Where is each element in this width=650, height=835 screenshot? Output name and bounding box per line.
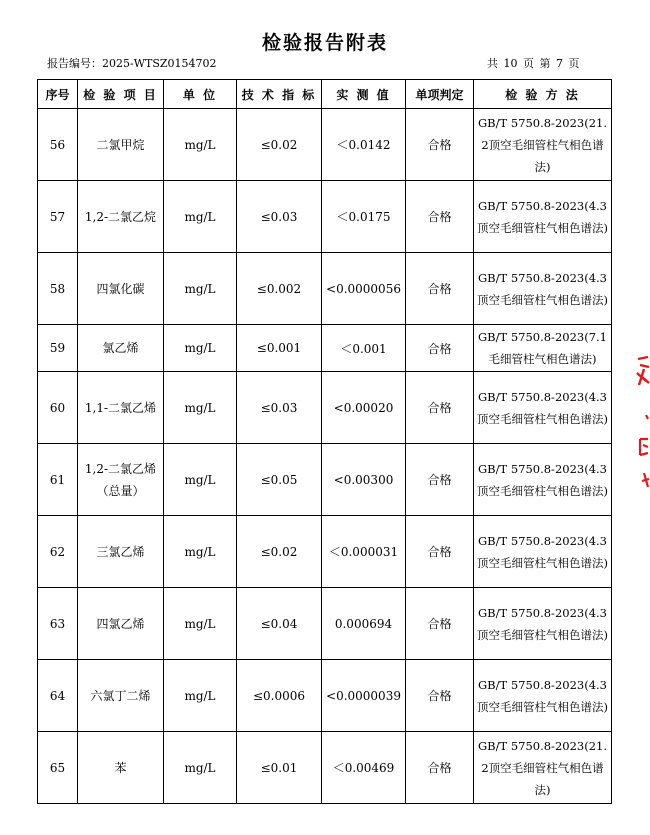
cell-item: 1,1-二氯乙烯 (78, 372, 164, 444)
cell-value: <0.00300 (322, 444, 406, 516)
cell-method: GB/T 5750.8-2023(4.3顶空毛细管柱气相色谱法) (474, 516, 612, 588)
cell-unit: mg/L (164, 181, 237, 253)
page-indicator: 共 10 页 第 7 页 (487, 57, 580, 70)
cell-no: 65 (38, 732, 78, 804)
cell-unit: mg/L (164, 325, 237, 372)
header-unit: 单 位 (164, 80, 237, 109)
table-row (38, 181, 612, 253)
cell-value: ＜0.0142 (322, 109, 406, 181)
cell-unit: mg/L (164, 372, 237, 444)
header-method: 检 验 方 法 (474, 80, 612, 109)
cell-limit: ≤0.02 (237, 516, 322, 588)
table-row (38, 444, 612, 516)
table-row (38, 516, 612, 588)
cell-item: 1,2-二氯乙烷 (78, 181, 164, 253)
header-value: 实 测 值 (322, 80, 406, 109)
header-result: 单项判定 (406, 80, 474, 109)
cell-no: 63 (38, 588, 78, 660)
cell-method: GB/T 5750.8-2023(4.3顶空毛细管柱气相色谱法) (474, 444, 612, 516)
cell-limit: ≤0.03 (237, 181, 322, 253)
cell-method: GB/T 5750.8-2023(4.3顶空毛细管柱气相色谱法) (474, 181, 612, 253)
header-item: 检 验 项 目 (78, 80, 164, 109)
cell-no: 62 (38, 516, 78, 588)
cell-limit: ≤0.03 (237, 372, 322, 444)
cell-no: 59 (38, 325, 78, 372)
cell-limit: ≤0.02 (237, 109, 322, 181)
cell-item: 1,2-二氯乙烯（总量） (78, 444, 164, 516)
header-seq: 序号 (38, 80, 78, 109)
cell-limit: ≤0.0006 (237, 660, 322, 732)
cell-no: 60 (38, 372, 78, 444)
cell-method: GB/T 5750.8-2023(4.3顶空毛细管柱气相色谱法) (474, 660, 612, 732)
cell-value: <0.0000056 (322, 253, 406, 325)
table-row (38, 660, 612, 732)
cell-method: GB/T 5750.8-2023(21.2顶空毛细管柱气相色谱法) (474, 109, 612, 181)
cell-no: 58 (38, 253, 78, 325)
report-number-label: 报告编号： (47, 57, 102, 70)
report-number-value: 2025-WTSZ0154702 (102, 57, 217, 70)
cell-value: <0.0000039 (322, 660, 406, 732)
cell-method: GB/T 5750.8-2023(21.2顶空毛细管柱气相色谱法) (474, 732, 612, 804)
cell-result: 合格 (406, 181, 474, 253)
cell-unit: mg/L (164, 588, 237, 660)
cell-value: ＜0.0175 (322, 181, 406, 253)
cell-result: 合格 (406, 325, 474, 372)
cell-unit: mg/L (164, 660, 237, 732)
cell-unit: mg/L (164, 253, 237, 325)
cell-limit: ≤0.001 (237, 325, 322, 372)
cell-result: 合格 (406, 588, 474, 660)
cell-value: <0.00020 (322, 372, 406, 444)
cell-unit: mg/L (164, 516, 237, 588)
table-row (38, 325, 612, 372)
cell-item: 三氯乙烯 (78, 516, 164, 588)
cell-result: 合格 (406, 660, 474, 732)
table-row (38, 732, 612, 804)
cell-method: GB/T 5750.8-2023(4.3顶空毛细管柱气相色谱法) (474, 372, 612, 444)
cell-result: 合格 (406, 109, 474, 181)
cell-no: 61 (38, 444, 78, 516)
cell-limit: ≤0.01 (237, 732, 322, 804)
cell-item: 二氯甲烷 (78, 109, 164, 181)
cell-unit: mg/L (164, 444, 237, 516)
cell-value: ＜0.000031 (322, 516, 406, 588)
cell-no: 64 (38, 660, 78, 732)
cell-result: 合格 (406, 253, 474, 325)
seal-stamp-fragment (634, 355, 650, 495)
cell-value: 0.000694 (322, 588, 406, 660)
cell-limit: ≤0.04 (237, 588, 322, 660)
cell-limit: ≤0.05 (237, 444, 322, 516)
cell-no: 57 (38, 181, 78, 253)
cell-result: 合格 (406, 444, 474, 516)
cell-result: 合格 (406, 516, 474, 588)
cell-item: 四氯化碳 (78, 253, 164, 325)
cell-result: 合格 (406, 372, 474, 444)
cell-item: 六氯丁二烯 (78, 660, 164, 732)
cell-no: 56 (38, 109, 78, 181)
table-row (38, 253, 612, 325)
header-limit: 技 术 指 标 (237, 80, 322, 109)
cell-result: 合格 (406, 732, 474, 804)
table-row (38, 588, 612, 660)
table-row (38, 109, 612, 181)
table-row (38, 372, 612, 444)
page-title: 检验报告附表 (261, 32, 388, 54)
cell-item: 氯乙烯 (78, 325, 164, 372)
cell-value: ＜0.00469 (322, 732, 406, 804)
cell-item: 四氯乙烯 (78, 588, 164, 660)
cell-method: GB/T 5750.8-2023(4.3顶空毛细管柱气相色谱法) (474, 253, 612, 325)
table-body (38, 109, 612, 804)
cell-unit: mg/L (164, 732, 237, 804)
cell-method: GB/T 5750.8-2023(4.3顶空毛细管柱气相色谱法) (474, 588, 612, 660)
cell-unit: mg/L (164, 109, 237, 181)
cell-limit: ≤0.002 (237, 253, 322, 325)
inspection-table (37, 79, 612, 804)
cell-method: GB/T 5750.8-2023(7.1毛细管柱气相色谱法) (474, 325, 612, 372)
cell-value: ＜0.001 (322, 325, 406, 372)
table-header-row (38, 80, 612, 109)
report-number (47, 55, 217, 71)
cell-item: 苯 (78, 732, 164, 804)
